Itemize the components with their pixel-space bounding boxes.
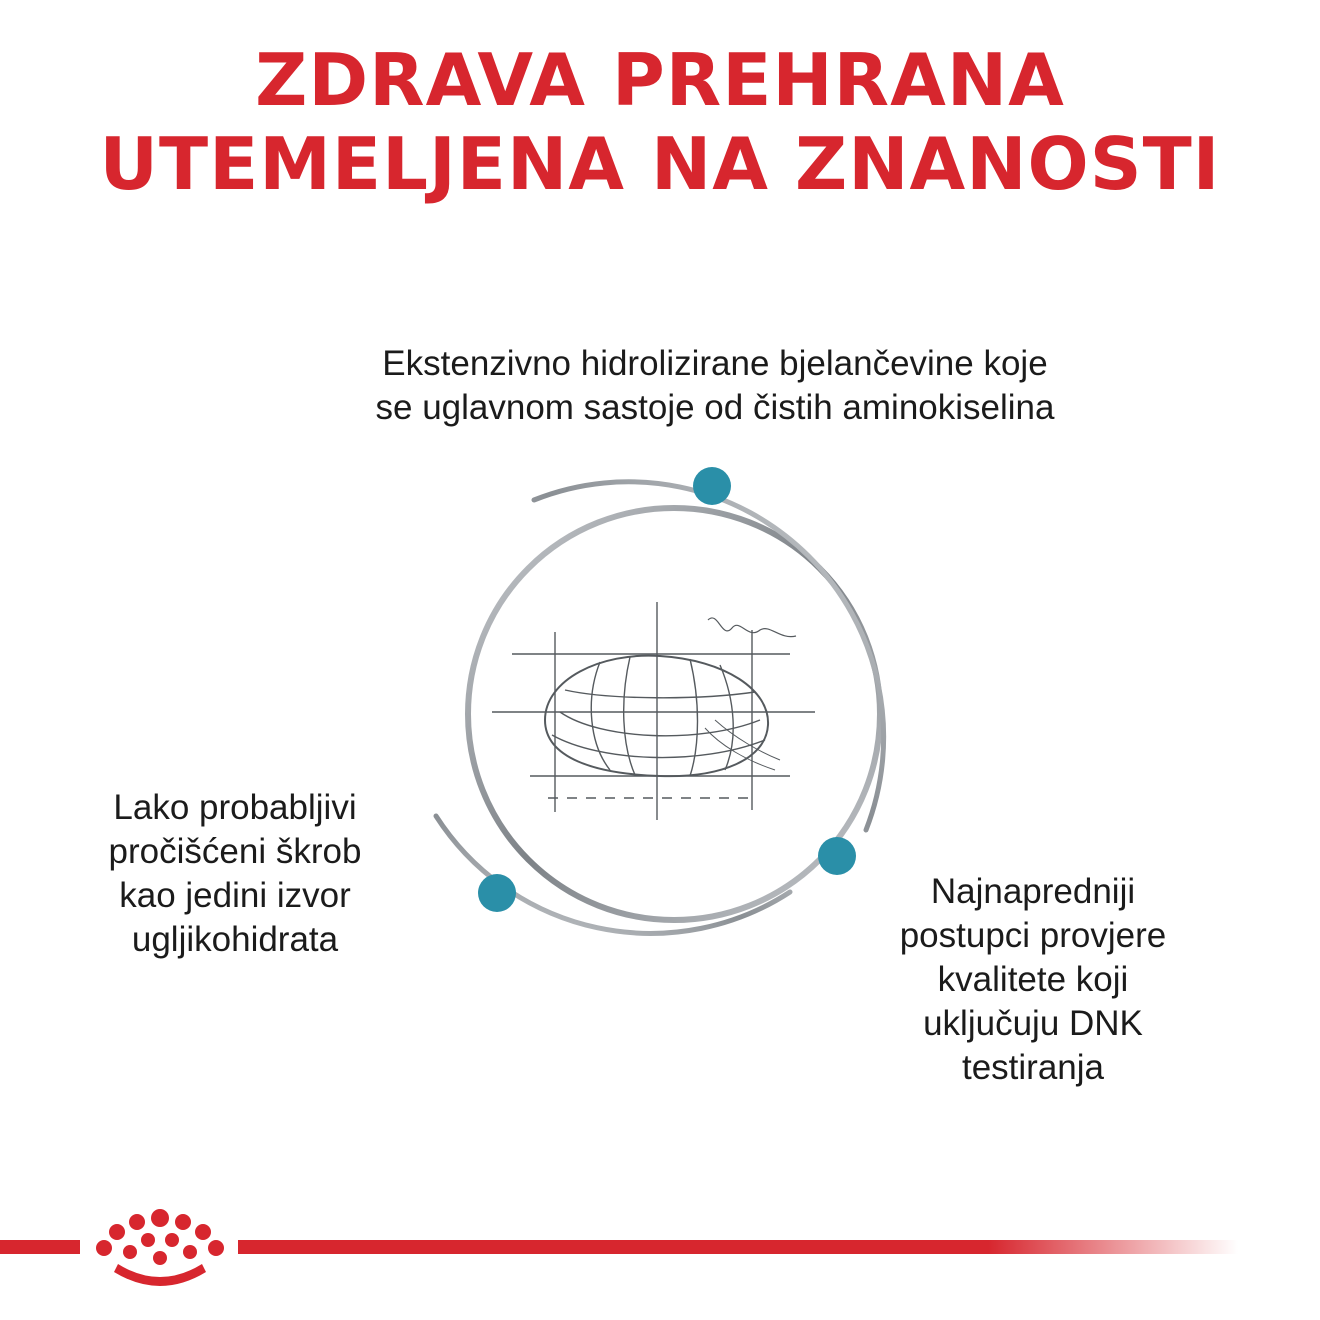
- feature-quality-line-5: testiranja: [961, 1048, 1105, 1087]
- feature-protein-line-1: Ekstenzivno hidrolizirane bjelančevine koje: [382, 344, 1048, 383]
- indicator-dot-top: [693, 467, 731, 505]
- royal-canin-crown-icon: [96, 1209, 224, 1286]
- outer-arc-bottom: [436, 816, 790, 933]
- feature-protein-line-2: se uglavnom sastoje od čistih aminokiselina: [375, 388, 1055, 427]
- feature-starch-line-2: pročišćeni škrob: [108, 832, 362, 871]
- feature-quality-line-2: postupci provjere: [899, 916, 1167, 955]
- title-line-1: ZDRAVA PREHRANA: [255, 38, 1065, 122]
- feature-quality-line-1: Najnapredniji: [930, 872, 1136, 911]
- kibble-sketch-icon: [492, 602, 815, 820]
- feature-starch-line-4: ugljikohidrata: [131, 920, 339, 959]
- outer-arc-top: [534, 482, 884, 830]
- brand-bar-left: [0, 1240, 80, 1254]
- feature-starch-line-1: Lako probabljivi: [113, 788, 357, 827]
- feature-quality-line-3: kvalitete koji: [937, 960, 1129, 999]
- feature-starch-line-3: kao jedini izvor: [119, 876, 351, 915]
- title-line-2: UTEMELJENA NA ZNANOSTI: [99, 122, 1221, 206]
- indicator-dot-right: [818, 837, 856, 875]
- feature-quality-line-4: uključuju DNK: [923, 1004, 1143, 1043]
- indicator-dot-left: [478, 874, 516, 912]
- brand-bar-right: [238, 1240, 1238, 1254]
